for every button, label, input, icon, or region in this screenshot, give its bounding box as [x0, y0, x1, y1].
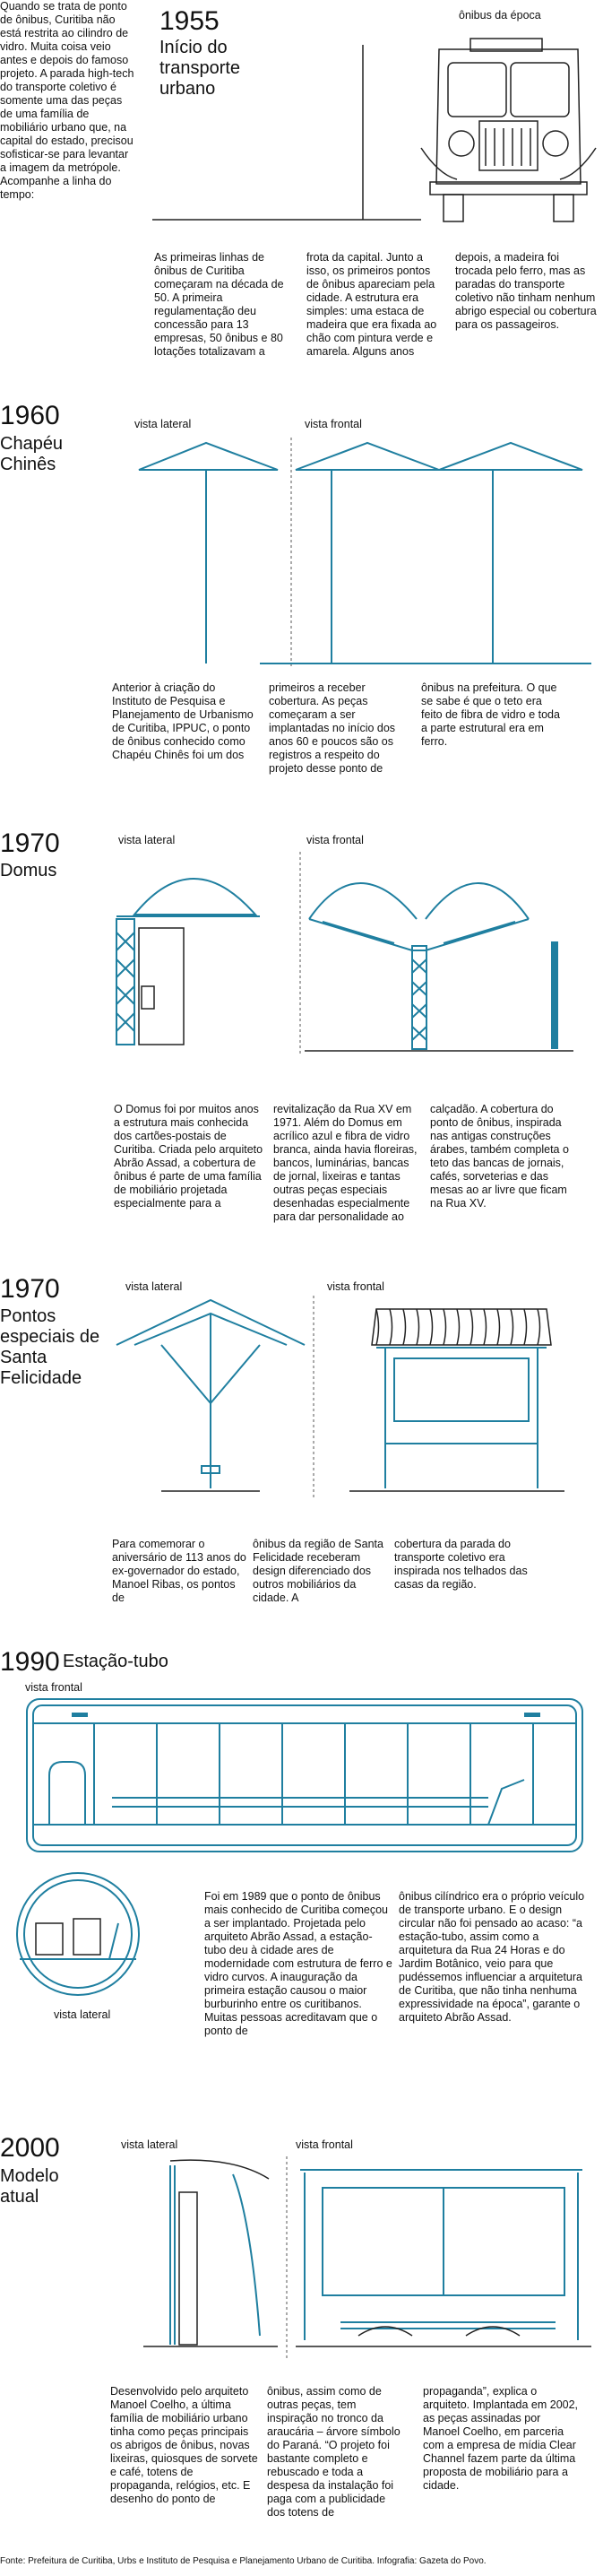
text-domus-col2: revitalização da Rua XV em 1971. Além do Domus em acrílico azul e fibra de vidro branca, ainda havia floreiras, bancos, luminárias, bancas de jornal, lixeiras e tantas outras peças especiais desenhadas especialmente para dar personalidade ao [273, 1103, 418, 1223]
shelter-lateral-sf [116, 1300, 305, 1491]
title-1960: Chapéu Chinês [0, 434, 64, 474]
view-frontal-2000: vista frontal [296, 2138, 353, 2151]
shelter-frontal-sf [349, 1309, 564, 1491]
view-frontal-tubo: vista frontal [25, 1681, 82, 1694]
modelo-atual-illustration [116, 2156, 591, 2363]
view-lateral-2000: vista lateral [121, 2138, 178, 2151]
bus-front [421, 39, 596, 221]
intro-text: Quando se trata de ponto de ônibus, Curitiba não está restrita ao cilindro de vidro. Muita coisa veio antes e depois do famoso projeto. A parada high-tech do transporte coletivo é somente uma das peças de uma família de mobiliário urbano que, na capital do estado, precisou sofisticar-se para levantar a imagem da metrópole. Acompanhe a linha do tempo: [0, 0, 134, 201]
domus-illustration [108, 852, 591, 1058]
estacao-tubo-frontal [22, 1695, 587, 1856]
text-sf-col1: Para comemorar o aniversário de 113 anos do ex-governador do estado, Manoel Ribas, os pontos de [112, 1538, 246, 1604]
chapeu-chines-illustration [125, 438, 591, 671]
year-1990: 1990 [0, 1647, 60, 1677]
text-domus-col3: calçadão. A cobertura do ponto de ônibus, inspirada nas antigas construções árabes, também completa o teto das bancas de jornais, cafés, sorveterias e das mesas ao ar livre que ficam na Rua XV. [430, 1103, 569, 1210]
title-domus: Domus [0, 861, 57, 880]
text-1955-col2: frota da capital. Junto a isso, os primeiros pontos de ônibus apareciam pela cidade. A estrutura era simples: uma estaca de madeira que era fixada ao chão com pintura verde e amarela. Alguns anos [306, 251, 437, 358]
text-sf-col2: ônibus da região de Santa Felicidade receberam design diferenciado dos outros mobiliários da cidade. A [253, 1538, 383, 1604]
source-credit: Fonte: Prefeitura de Curitiba, Urbs e Instituto de Pesquisa e Planejamento Urbano de Curitiba. Infografia: Gazeta do Povo. [0, 2556, 487, 2566]
view-frontal-1960: vista frontal [305, 418, 362, 430]
text-tubo-col1: Foi em 1989 que o ponto de ônibus mais conhecido de Curitiba começou a ser implantado. Projetada pelo arquiteto Abrão Assad, a estação-tubo deu à cidade ares de modernidade com estrutura de ferro e vidro curvos. A inauguração da primeira estação causou o maior burburinho entre os curitibanos. Muitas pessoas acreditavam que o ponto de [204, 1890, 392, 2037]
text-domus-col1: O Domus foi por muitos anos a estrutura mais conhecida dos cartões-postais de Curitiba. Criada pelo arquiteto Abrão Assad, a cobertura de ônibus é parte de uma família de mobiliário projetada especialmente para a [114, 1103, 263, 1210]
year-1960: 1960 [0, 401, 60, 430]
text-1955-col1: As primeiras linhas de ônibus de Curitiba começaram na década de 50. A primeira regulamentação deu concessão para 13 empresas, 50 ônibus e 80 lotações totalizavam a [154, 251, 284, 358]
text-1960-col1: Anterior à criação do Instituto de Pesquisa e Planejamento de Urbanismo de Curitiba, IPPUC, o ponto de ônibus conhecido como Chapéu Chinês foi um dos [112, 681, 254, 761]
santa-felicidade-illustration [108, 1296, 573, 1502]
text-1955-col3: depois, a madeira foi trocada pelo ferro, mas as paradas do transporte coletivo não tinham nenhum abrigo especial ou cobertura para os passageiros. [455, 251, 597, 331]
text-sf-col3: cobertura da parada do transporte coletivo era inspirada nos telhados das casas da região. [394, 1538, 528, 1591]
year-1970-domus: 1970 [0, 828, 60, 858]
shelter-lateral [139, 443, 278, 664]
view-lateral-tubo: vista lateral [54, 2008, 111, 2021]
text-1960-col3: ônibus na prefeitura. O que se sabe é que o teto era feito de fibra de vidro e toda a parte estrutural era em ferro. [421, 681, 560, 748]
text-1960-col2: primeiros a receber cobertura. As peças começaram a ser implantadas no início dos anos 60 e poucos são os registros a respeito do projeto desse ponto de [269, 681, 396, 775]
text-2000-col2: ônibus, assim como de outras peças, tem inspiração no tronco da araucária – árvore símbolo do Paraná. “O projeto foi bastante completo e rebuscado e toda a despesa da instalação foi paga com a publicidade dos totens de [267, 2385, 401, 2519]
title-santa-felicidade: Pontos especiais de Santa Felicidade [0, 1306, 100, 1388]
title-modelo-atual: Modelo atual [0, 2166, 59, 2207]
view-frontal-domus: vista frontal [306, 834, 364, 846]
view-lateral-1960: vista lateral [134, 418, 192, 430]
title-estacao-tubo: Estação-tubo [63, 1652, 168, 1671]
text-2000-col1: Desenvolvido pelo arquiteto Manoel Coelho, a última família de mobiliário urbano tinha como peças principais os abrigos de ônibus, novas lixeiras, quiosques de sorvete e café, totens de propaganda, relógios, etc. E desenho do ponto de [110, 2385, 258, 2505]
view-lateral-domus: vista lateral [118, 834, 176, 846]
caption-1955: ônibus da época [459, 9, 541, 22]
year-1970-santa-felicidade: 1970 [0, 1274, 60, 1304]
shelter-frontal-2000 [296, 2170, 591, 2346]
shelter-lateral-2000 [143, 2160, 278, 2346]
text-2000-col3: propaganda”, explica o arquiteto. Implantada em 2002, as peças assinadas por Manoel Coelho, em parceria com a empresa de mídia Clear Channel fazem parte da última proposta de mobiliário para a cidade. [423, 2385, 579, 2492]
view-lateral-santa-felicidade: vista lateral [125, 1280, 183, 1293]
year-1955: 1955 [159, 6, 220, 36]
view-frontal-santa-felicidade: vista frontal [327, 1280, 384, 1293]
year-2000: 2000 [0, 2133, 60, 2163]
domus-lateral [116, 879, 260, 1045]
domus-frontal [305, 883, 573, 1051]
shelter-frontal [260, 443, 591, 664]
bus-illustration-1955 [152, 22, 600, 224]
estacao-tubo-lateral [11, 1869, 150, 2004]
text-tubo-col2: ônibus cilíndrico era o próprio veículo de transporte urbano. E o design circular não foi pensado ao acaso: “a estação-tubo, assim como a arquitetura da Rua 24 Horas e do Jardim Botânico, veio para que pudéssemos influenciar a arquitetura de Curitiba, que não tinha nenhuma expressividade na época”, garante o arquiteto Abrão Assad. [399, 1890, 585, 2024]
title-1955: Início do transporte urbano [159, 38, 241, 99]
